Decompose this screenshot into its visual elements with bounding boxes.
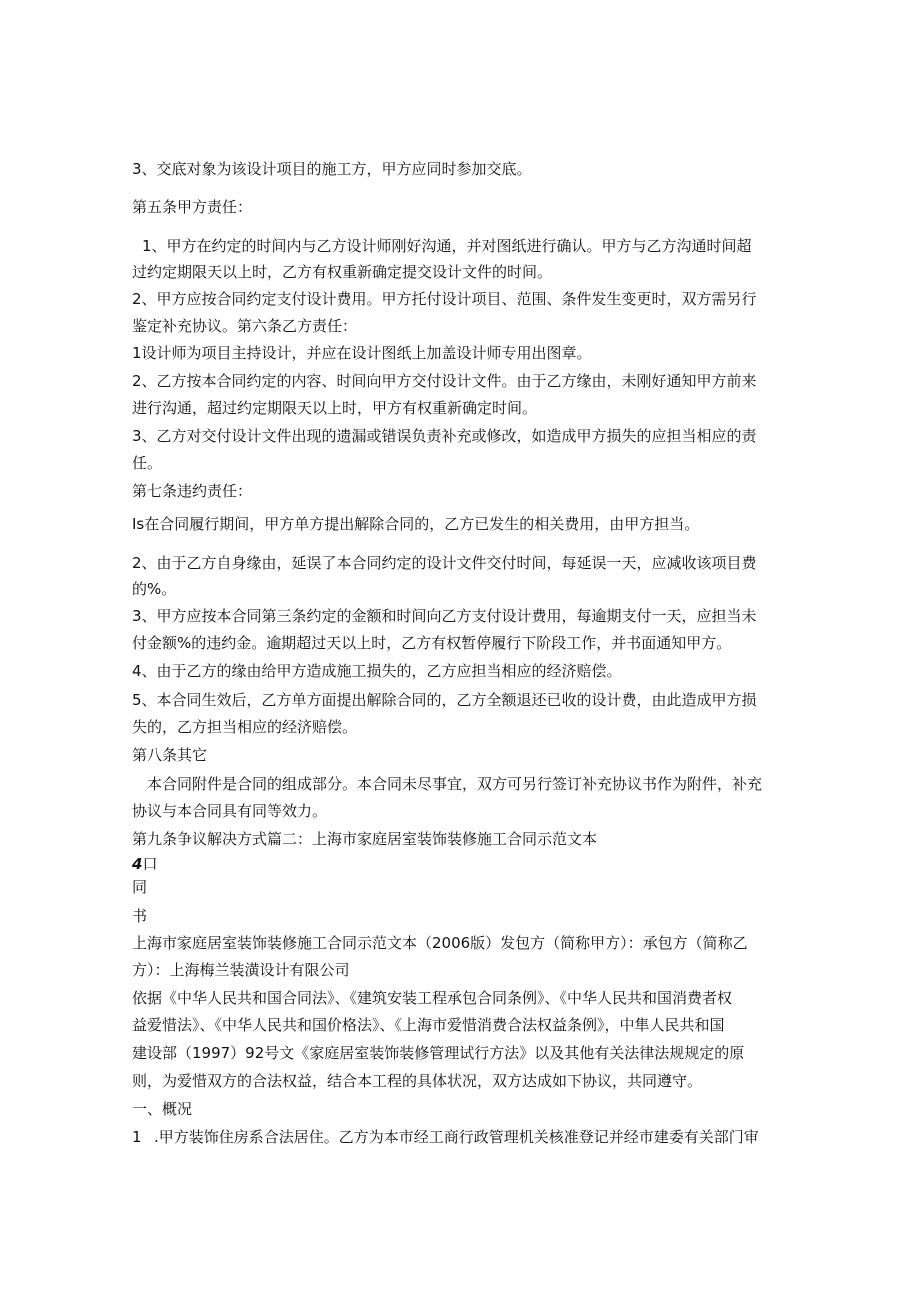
text-line: 2、甲方应按合同约定支付设计费用。甲方托付设计项目、范围、条件发生变更时，双方需另行 [132, 290, 757, 308]
text-line: 依据《中华人民共和国合同法》、《建筑安装工程承包合同条例》、《中华人民共和国消费者权 [132, 989, 733, 1007]
text-line: 2、由于乙方自身缘由，延误了本合同约定的设计文件交付时间，每延误一天，应减收该项目费 [132, 554, 757, 572]
fragment-line: 同 [132, 878, 148, 896]
text-line: 进行沟通，超过约定期限天以上时，甲方有权重新确定时间。 [132, 399, 538, 417]
text-line: 3、乙方对交付设计文件出现的遗漏或错误负责补充或修改，如造成甲方损失的应担当相应的责 [132, 427, 757, 445]
line-text: .甲方装饰住房系合法居住。乙方为本市经工商行政管理机关核准登记并经市建委有关部门审 [154, 1128, 759, 1146]
text-line: 1、甲方在约定的时间内与乙方设计师刚好沟通，并对图纸进行确认。甲方与乙方沟通时间超 [142, 237, 752, 255]
text-line: 益爱惜法》、《中华人民共和国价格法》、《上海市爱惜消费合法权益条例》，中隼人民共和国 [132, 1016, 725, 1034]
fragment-line: 书 [132, 907, 148, 925]
fragment-number: 4 [132, 855, 143, 873]
text-line: 上海市家庭居室装饰装修施工合同示范文本（2006版）发包方（简称甲方）：承包方（简称乙 [132, 934, 748, 952]
text-line: 本合同附件是合同的组成部分。本合同未尽事宜，双方可另行签订补充协议书作为附件，补充 [147, 775, 763, 793]
text-line: 的%。 [132, 580, 177, 598]
section-heading: 第五条甲方责任： [132, 198, 253, 216]
section-heading: 第九条争议解决方式篇二：上海市家庭居室装饰装修施工合同示范文本 [132, 830, 598, 848]
line-number: 1 [132, 1128, 142, 1146]
text-line: 协议与本合同具有同等效力。 [132, 802, 328, 820]
text-line: 过约定期限天以上时，乙方有权重新确定提交设计文件的时间。 [132, 263, 553, 281]
fragment-text: 口 [142, 855, 158, 873]
text-line: 5、本合同生效后，乙方单方面提出解除合同的，乙方全额退还已收的设计费，由此造成甲方损 [132, 691, 757, 709]
text-line: 建设部（1997）92号文《家庭居室装饰装修管理试行方法》以及其他有关法律法规规定的原 [132, 1044, 745, 1062]
text-line: 3、交底对象为该设计项目的施工方，甲方应同时参加交底。 [132, 160, 532, 178]
section-heading: 一、概况 [132, 1100, 193, 1118]
text-line: 1设计师为项目主持设计，并应在设计图纸上加盖设计师专用出图章。 [132, 344, 592, 362]
text-line: 付金额%的违约金。逾期超过天以上时，乙方有权暂停履行下阶段工作，并书面通知甲方。 [132, 634, 732, 652]
section-heading: 第八条其它 [132, 746, 208, 764]
text-line: 鉴定补充协议。第六条乙方责任： [132, 317, 358, 335]
fragment-line [132, 854, 792, 874]
text-line: 3、甲方应按本合同第三条约定的金额和时间向乙方支付设计费用，每逾期支付一天，应担当未 [132, 607, 757, 625]
text-line: 2、乙方按本合同约定的内容、时间向甲方交付设计文件。由于乙方缘由，未刚好通知甲方前来 [132, 372, 757, 390]
text-line: 4、由于乙方的缘由给甲方造成施工损失的，乙方应担当相应的经济赔偿。 [132, 662, 622, 680]
text-line: 任。 [132, 454, 163, 472]
text-line: 方）：上海梅兰装潢设计有限公司 [132, 961, 350, 979]
text-line: 失的，乙方担当相应的经济赔偿。 [132, 718, 358, 736]
section-heading: 第七条违约责任： [132, 482, 253, 500]
text-line: Is在合同履行期间，甲方单方提出解除合同的，乙方已发生的相关费用，由甲方担当。 [132, 515, 700, 533]
text-line [132, 1127, 792, 1147]
text-line: 则，为爱惜双方的合法权益，结合本工程的具体状况，双方达成如下协议，共同遵守。 [132, 1072, 703, 1090]
